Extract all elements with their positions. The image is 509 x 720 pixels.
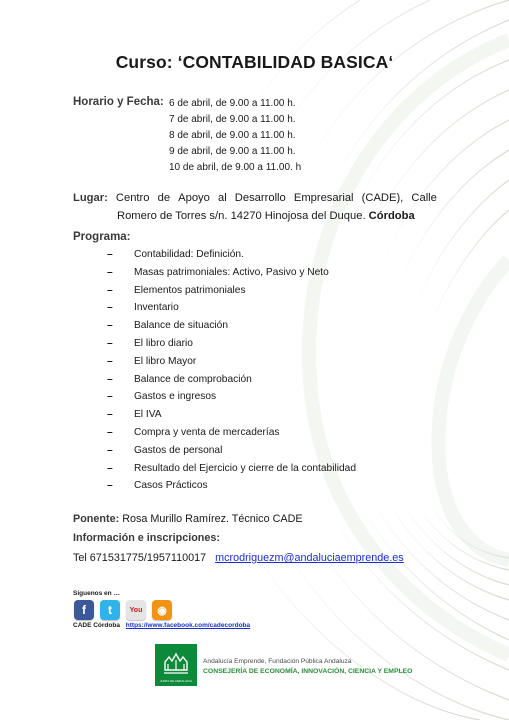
youtube-icon[interactable]: You [126, 600, 146, 620]
list-item [107, 371, 356, 389]
date-item: 6 de abril, de 9.00 a 11.00 h. [169, 98, 296, 109]
list-item [107, 317, 356, 335]
topic-list [107, 246, 356, 495]
footer-line-2: CONSEJERÍA DE ECONOMÍA, INNOVACIÓN, CIENCIA Y EMPLEO [203, 668, 413, 675]
date-item: 9 de abril, de 9.00 a 11.00 h. [169, 146, 296, 157]
list-item [107, 388, 356, 406]
list-item [107, 424, 356, 442]
lugar-label: Lugar: [73, 192, 108, 204]
topic-text: Gastos de personal [134, 444, 223, 456]
facebook-icon[interactable]: f [74, 600, 94, 620]
date-item: 8 de abril, de 9.00 a 11.00 h. [169, 130, 296, 141]
dash-bullet: – [107, 444, 113, 456]
list-item [107, 406, 356, 424]
twitter-icon[interactable]: t [100, 600, 120, 620]
info-label: Información e inscripciones: [73, 532, 220, 544]
dash-bullet: – [107, 320, 113, 332]
lugar-word: Calle [411, 192, 437, 204]
junta-andalucia-logo [155, 644, 197, 686]
list-item [107, 299, 356, 317]
topic-text: Elementos patrimoniales [134, 284, 246, 296]
footer-line-1: Andalucía Emprende, Fundación Pública Andaluza [203, 658, 352, 665]
dash-bullet: – [107, 462, 113, 474]
list-item [107, 335, 356, 353]
lugar-section [73, 189, 437, 225]
lugar-word: Empresarial [293, 192, 354, 204]
dash-bullet: – [107, 249, 113, 260]
topic-text: El libro diario [134, 337, 193, 349]
lugar-word: Desarrollo [234, 192, 286, 204]
lugar-city: Córdoba [368, 210, 415, 222]
dash-bullet: – [107, 391, 113, 403]
topic-text: Casos Prácticos [134, 480, 208, 492]
date-list [169, 96, 319, 176]
horario-label: Horario y Fecha: [73, 96, 164, 108]
ponente-value: Rosa Murillo Ramírez. Técnico CADE [122, 513, 303, 525]
topic-text: Gastos e ingresos [134, 391, 217, 403]
list-item [107, 460, 356, 478]
lugar-word: al [217, 192, 227, 204]
social-label: Síguenos en … [73, 590, 120, 597]
course-title: Curso: ‘CONTABILIDAD BASICA‘ [115, 52, 394, 72]
topic-text: Resultado del Ejercicio y cierre de la contabilidad [134, 462, 356, 474]
email-link[interactable]: mcrodriguezm@andaluciaemprende.es [215, 552, 404, 564]
footer-text [203, 658, 412, 675]
dash-bullet: – [107, 266, 113, 278]
horario-section [73, 96, 302, 173]
lugar-word: (CADE), [361, 192, 404, 204]
topic-text: Balance de comprobación [134, 373, 252, 385]
cade-label: CADE Córdoba [73, 622, 120, 629]
lugar-line-1 [73, 189, 437, 207]
dash-bullet: – [107, 302, 113, 314]
topic-text: Masas patrimoniales: Activo, Pasivo y Neto [134, 266, 329, 278]
lugar-word: de [157, 192, 171, 204]
lugar-word: Centro [115, 192, 150, 204]
ponente-section [73, 513, 303, 525]
dash-bullet: – [107, 337, 113, 349]
lugar-line-2 [73, 207, 437, 225]
dash-bullet: – [107, 426, 113, 438]
topic-text: Contabilidad: Definición. [134, 249, 244, 260]
footer-logos [155, 644, 435, 688]
list-item [107, 353, 356, 371]
date-item: 10 de abril, de 9.00 a 11.00. h [169, 162, 302, 173]
junta-caption: JUNTA DE ANDALUCIA [159, 679, 193, 683]
topic-text: Inventario [134, 302, 179, 314]
list-item [107, 264, 356, 282]
lugar-address: Romero de Torres s/n. 14270 Hinojosa del Duque. [117, 210, 366, 222]
rss-icon[interactable]: ◉ [152, 600, 172, 620]
phone-text: Tel 671531775/1957110017 [73, 552, 207, 564]
list-item [107, 246, 356, 264]
lugar-word: Apoyo [178, 192, 210, 204]
topic-text: Compra y venta de mercaderías [134, 426, 280, 438]
topic-text: Balance de situación [134, 320, 229, 332]
contact-line [73, 552, 404, 564]
dash-bullet: – [107, 373, 113, 385]
dash-bullet: – [107, 284, 113, 296]
dash-bullet: – [107, 480, 113, 492]
dash-bullet: – [107, 355, 113, 367]
list-item [107, 477, 356, 495]
ponente-label: Ponente: [73, 513, 120, 525]
dash-bullet: – [107, 409, 113, 421]
programa-label: Programa: [73, 231, 131, 243]
list-item [107, 282, 356, 300]
facebook-link[interactable]: https://www.facebook.com/cadecordoba [125, 622, 251, 629]
cade-facebook-row [73, 622, 250, 629]
social-icons [74, 600, 172, 620]
date-item: 7 de abril, de 9.00 a 11.00 h. [169, 114, 296, 125]
topic-text: El libro Mayor [134, 355, 197, 367]
topic-text: El IVA [134, 409, 162, 421]
list-item [107, 442, 356, 460]
